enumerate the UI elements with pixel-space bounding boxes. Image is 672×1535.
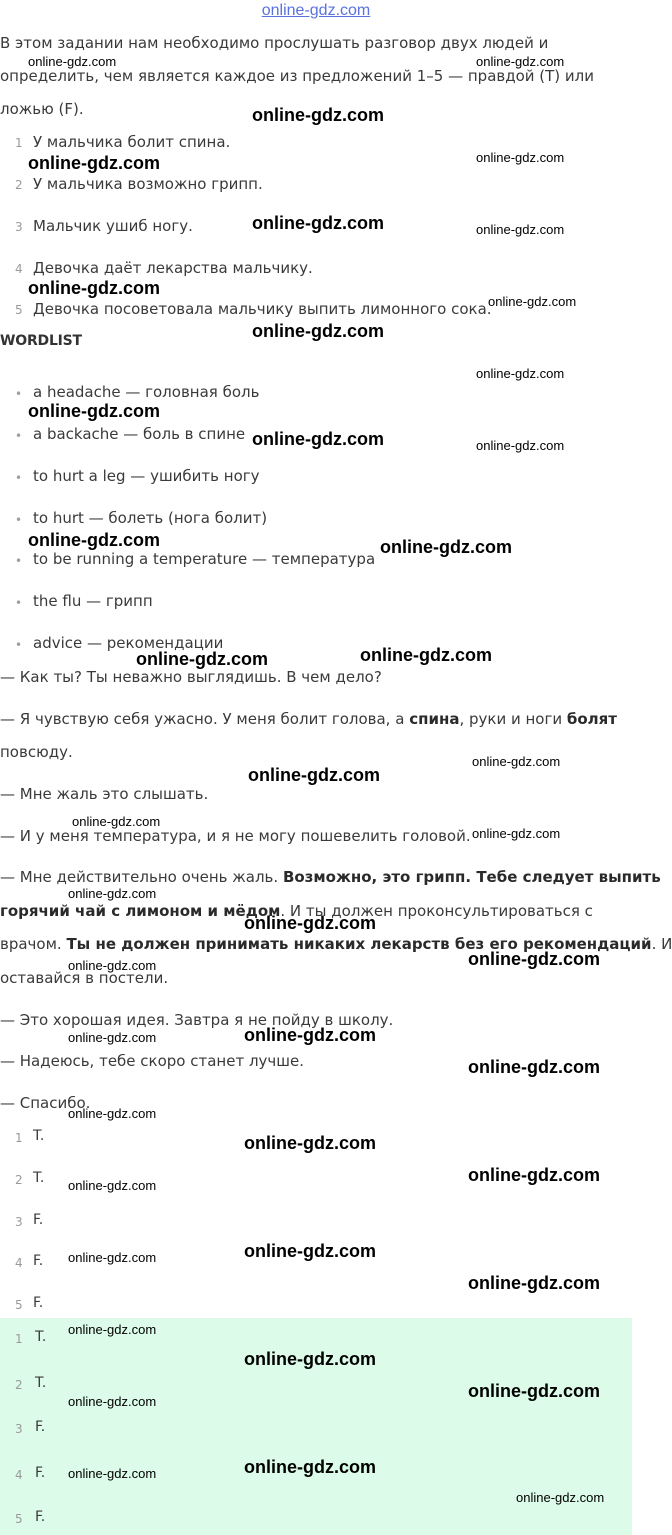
answer-value: T. bbox=[33, 1170, 45, 1186]
bullet-icon: • bbox=[15, 387, 23, 401]
watermark: online-gdz.com bbox=[68, 958, 157, 973]
watermark: online-gdz.com bbox=[252, 213, 384, 233]
watermark: online-gdz.com bbox=[68, 1394, 157, 1409]
answer-value: F. bbox=[33, 1295, 44, 1311]
answer-number: 2 bbox=[15, 1173, 23, 1187]
wordlist-item: a headache — головная боль bbox=[33, 383, 260, 401]
wordlist-item: the flu — грипп bbox=[33, 592, 153, 610]
watermark: online-gdz.com bbox=[472, 754, 561, 769]
watermark: online-gdz.com bbox=[244, 1133, 376, 1153]
bullet-icon: • bbox=[15, 429, 23, 443]
watermark: online-gdz.com bbox=[28, 530, 160, 550]
watermark: online-gdz.com bbox=[28, 401, 160, 421]
dialogue-line: — Мне жаль это слышать. bbox=[0, 785, 209, 803]
dialogue-line: горячий чай с лимоном и мёдом. И ты должен проконсультироваться с bbox=[0, 902, 593, 920]
statement-text: Мальчик ушиб ногу. bbox=[33, 217, 193, 235]
watermark: online-gdz.com bbox=[516, 1490, 605, 1505]
watermark: online-gdz.com bbox=[244, 1241, 376, 1261]
watermark: online-gdz.com bbox=[252, 321, 384, 341]
dialogue-line: — Надеюсь, тебе скоро станет лучше. bbox=[0, 1052, 305, 1070]
answer-value: T. bbox=[33, 1128, 45, 1144]
watermark: online-gdz.com bbox=[244, 1457, 376, 1477]
watermark: online-gdz.com bbox=[468, 949, 600, 969]
bullet-icon: • bbox=[15, 554, 23, 568]
watermark: online-gdz.com bbox=[252, 429, 384, 449]
answer-number: 4 bbox=[15, 1256, 23, 1270]
site-link[interactable]: online-gdz.com bbox=[261, 2, 371, 19]
watermark: online-gdz.com bbox=[68, 1322, 157, 1337]
dialogue-line: врачом. Ты не должен принимать никаких лекарств без его рекомендаций. И bbox=[0, 935, 672, 953]
watermark: online-gdz.com bbox=[68, 1178, 157, 1193]
watermark: online-gdz.com bbox=[476, 222, 565, 237]
watermark: online-gdz.com bbox=[468, 1165, 600, 1185]
answer-number: 5 bbox=[15, 1512, 23, 1526]
watermark: online-gdz.com bbox=[28, 153, 160, 173]
intro-line-1: В этом задании нам необходимо прослушать разговор двух людей и bbox=[0, 34, 549, 52]
watermark: online-gdz.com bbox=[468, 1057, 600, 1077]
watermark: online-gdz.com bbox=[476, 366, 565, 381]
statement-number: 2 bbox=[15, 178, 23, 192]
watermark: online-gdz.com bbox=[68, 1250, 157, 1265]
watermark: online-gdz.com bbox=[244, 1349, 376, 1369]
watermark: online-gdz.com bbox=[72, 814, 161, 829]
watermark: online-gdz.com bbox=[252, 105, 384, 125]
watermark: online-gdz.com bbox=[380, 537, 512, 557]
statement-text: У мальчика болит спина. bbox=[33, 133, 231, 151]
statement-number: 1 bbox=[15, 136, 23, 150]
watermark: online-gdz.com bbox=[244, 1025, 376, 1045]
wordlist-item: to hurt — болеть (нога болит) bbox=[33, 509, 268, 527]
watermark: online-gdz.com bbox=[468, 1273, 600, 1293]
answer-number: 1 bbox=[15, 1332, 23, 1346]
watermark: online-gdz.com bbox=[68, 886, 157, 901]
watermark: online-gdz.com bbox=[244, 913, 376, 933]
watermark: online-gdz.com bbox=[68, 1466, 157, 1481]
answer-number: 2 bbox=[15, 1378, 23, 1392]
answer-value: T. bbox=[35, 1329, 47, 1345]
statement-number: 5 bbox=[15, 303, 23, 317]
answer-value: F. bbox=[35, 1419, 46, 1435]
bullet-icon: • bbox=[15, 513, 23, 527]
intro-line-3: ложью (F). bbox=[0, 100, 84, 118]
watermark: online-gdz.com bbox=[68, 1030, 157, 1045]
dialogue-line: — Я чувствую себя ужасно. У меня болит голова, а спина, руки и ноги болят bbox=[0, 710, 617, 728]
watermark: online-gdz.com bbox=[360, 645, 492, 665]
wordlist-heading: WORDLIST bbox=[0, 333, 82, 349]
bullet-icon: • bbox=[15, 638, 23, 652]
dialogue-line: — И у меня температура, и я не могу пошевелить головой. bbox=[0, 827, 471, 845]
watermark: online-gdz.com bbox=[476, 438, 565, 453]
watermark: online-gdz.com bbox=[468, 1381, 600, 1401]
statement-text: Девочка даёт лекарства мальчику. bbox=[33, 259, 313, 277]
watermark: online-gdz.com bbox=[476, 150, 565, 165]
watermark: online-gdz.com bbox=[472, 826, 561, 841]
answer-number: 3 bbox=[15, 1215, 23, 1229]
answer-number: 1 bbox=[15, 1131, 23, 1145]
watermark: online-gdz.com bbox=[476, 54, 565, 69]
watermark: online-gdz.com bbox=[28, 54, 117, 69]
dialogue-line: повсюду. bbox=[0, 743, 73, 761]
statement-text: У мальчика возможно грипп. bbox=[33, 175, 263, 193]
watermark: online-gdz.com bbox=[248, 765, 380, 785]
bullet-icon: • bbox=[15, 471, 23, 485]
bullet-icon: • bbox=[15, 596, 23, 610]
answer-value: F. bbox=[35, 1465, 46, 1481]
dialogue-line: — Мне действительно очень жаль. Возможно, это грипп. Тебе следует выпить bbox=[0, 868, 661, 886]
answer-number: 3 bbox=[15, 1422, 23, 1436]
wordlist-item: advice — рекомендации bbox=[33, 634, 224, 652]
answer-number: 4 bbox=[15, 1468, 23, 1482]
dialogue-line: — Спасибо. bbox=[0, 1094, 91, 1112]
answer-value: T. bbox=[35, 1375, 47, 1391]
answer-value: F. bbox=[35, 1509, 46, 1525]
statement-text: Девочка посоветовала мальчику выпить лимонного сока. bbox=[33, 300, 492, 318]
intro-line-2: определить, чем является каждое из предложений 1–5 — правдой (T) или bbox=[0, 67, 595, 85]
answer-value: F. bbox=[33, 1212, 44, 1228]
wordlist-item: a backache — боль в спине bbox=[33, 425, 246, 443]
wordlist-item: to be running a temperature — температура bbox=[33, 550, 376, 568]
dialogue-line: — Это хорошая идея. Завтра я не пойду в школу. bbox=[0, 1011, 394, 1029]
watermark: online-gdz.com bbox=[136, 649, 268, 669]
statement-number: 4 bbox=[15, 262, 23, 276]
watermark: online-gdz.com bbox=[28, 278, 160, 298]
answer-value: F. bbox=[33, 1253, 44, 1269]
statement-number: 3 bbox=[15, 220, 23, 234]
dialogue-line: оставайся в постели. bbox=[0, 969, 169, 987]
answer-number: 5 bbox=[15, 1298, 23, 1312]
wordlist-item: to hurt a leg — ушибить ногу bbox=[33, 467, 260, 485]
watermark: online-gdz.com bbox=[68, 1106, 157, 1121]
dialogue-line: — Как ты? Ты неважно выглядишь. В чем дело? bbox=[0, 668, 382, 686]
watermark: online-gdz.com bbox=[488, 294, 577, 309]
